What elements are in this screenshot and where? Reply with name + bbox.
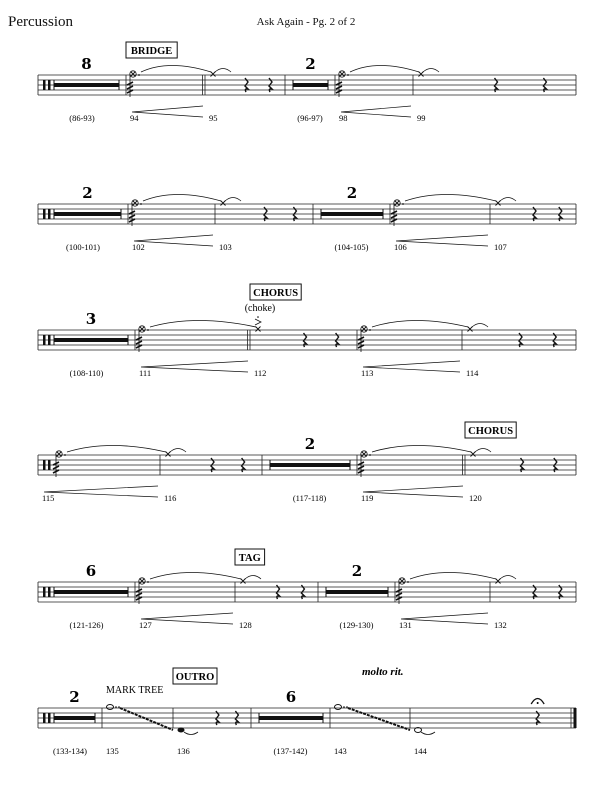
x-notehead-icon: [496, 579, 501, 584]
crash-notehead-icon: [133, 201, 138, 206]
tie: [67, 446, 166, 453]
multimeasure-rest: [54, 212, 121, 216]
percussion-clef-icon: [48, 80, 51, 90]
tie: [472, 324, 488, 328]
measure-number: 106: [394, 242, 407, 252]
half-note-icon: [335, 705, 342, 710]
multimeasure-rest: [259, 716, 323, 720]
measure-number: (137-142): [273, 746, 308, 756]
dot: [115, 706, 117, 708]
crescendo-hairpin: [401, 613, 488, 624]
multimeasure-rest: [321, 212, 383, 216]
multimeasure-rest: [293, 83, 328, 87]
crash-notehead-icon: [140, 327, 145, 332]
rehearsal-mark: CHORUS: [253, 288, 299, 299]
measure-number: 113: [361, 368, 374, 378]
percussion-clef-icon: [43, 335, 46, 345]
multirest-count: 2: [305, 55, 316, 73]
measure-number: (86-93): [69, 113, 95, 123]
part-name: Percussion: [8, 14, 73, 30]
glissando-line: [348, 708, 410, 730]
page-title: Ask Again - Pg. 2 of 2: [256, 16, 356, 28]
crescendo-hairpin: [396, 235, 488, 246]
x-notehead-icon: [419, 72, 424, 77]
dot: [118, 706, 120, 708]
dot: [64, 454, 66, 456]
percussion-clef-icon: [43, 713, 46, 723]
crash-notehead-icon: [340, 72, 345, 77]
tie: [475, 449, 491, 453]
rehearsal-mark: OUTRO: [175, 672, 215, 683]
measure-number: 120: [469, 493, 482, 503]
measure-number: 131: [399, 620, 412, 630]
dot: [147, 581, 149, 583]
measure-number: (100-101): [66, 242, 100, 252]
tie: [500, 576, 516, 580]
percussion-clef-icon: [48, 209, 51, 219]
measure-number: 144: [414, 746, 427, 756]
multirest-count: 3: [85, 310, 97, 328]
rehearsal-mark: BRIDGE: [130, 46, 173, 57]
rehearsal-mark: TAG: [238, 553, 261, 564]
crescendo-hairpin: [363, 361, 460, 372]
dot: [147, 329, 149, 331]
tie: [500, 198, 516, 202]
measure-number: (121-126): [69, 620, 104, 630]
tie: [350, 66, 419, 73]
staccato-dot: [257, 316, 259, 318]
tie: [372, 446, 471, 453]
percussion-clef-icon: [48, 460, 51, 470]
x-notehead-icon: [471, 452, 476, 457]
tie: [225, 198, 241, 202]
x-notehead-icon: [211, 72, 216, 77]
crescendo-hairpin: [132, 106, 203, 117]
measure-number: (108-110): [69, 368, 104, 378]
multimeasure-rest: [326, 590, 388, 594]
x-notehead-icon: [221, 201, 226, 206]
measure-number: 119: [361, 493, 374, 503]
measure-number: (96-97): [297, 113, 323, 123]
expression-text: (choke): [244, 303, 276, 314]
crash-notehead-icon: [400, 579, 405, 584]
quarter-note-icon: [178, 728, 185, 733]
crash-notehead-icon: [131, 72, 136, 77]
multirest-count: 2: [351, 562, 363, 580]
tie: [184, 732, 198, 735]
crescendo-hairpin: [44, 486, 158, 497]
percussion-clef-icon: [48, 713, 51, 723]
crash-notehead-icon: [395, 201, 400, 206]
multirest-count: 2: [82, 184, 93, 202]
measure-number: 127: [139, 620, 152, 630]
measure-number: 143: [334, 746, 347, 756]
x-notehead-icon: [496, 201, 501, 206]
measure-number: 95: [209, 113, 218, 123]
crescendo-hairpin: [141, 613, 233, 624]
measure-number: (133-134): [53, 746, 87, 756]
x-notehead-icon: [468, 327, 473, 332]
measure-number: 112: [254, 368, 267, 378]
multirest-count: 6: [285, 688, 297, 706]
tie: [215, 69, 231, 73]
measure-number: 99: [417, 113, 426, 123]
measure-number: (117-118): [292, 493, 327, 503]
measure-number: 135: [106, 746, 119, 756]
multirest-count: 2: [304, 435, 316, 453]
tie: [143, 195, 221, 202]
crash-notehead-icon: [362, 452, 367, 457]
crash-notehead-icon: [57, 452, 62, 457]
multirest-count: 2: [69, 688, 80, 706]
tempo-marking: molto rit.: [362, 666, 404, 678]
dot: [369, 454, 371, 456]
measure-number: 116: [164, 493, 177, 503]
multimeasure-rest: [54, 716, 95, 720]
measure-number: 94: [130, 113, 139, 123]
multirest-count: 8: [81, 55, 92, 73]
measure-number: 111: [139, 368, 152, 378]
tie: [372, 321, 468, 328]
dot: [347, 74, 349, 76]
multimeasure-rest: [54, 590, 128, 594]
multirest-count: 2: [346, 184, 358, 202]
dot: [402, 203, 404, 205]
crescendo-hairpin: [141, 361, 248, 372]
dot: [346, 706, 348, 708]
tie: [150, 573, 241, 580]
dot: [407, 581, 409, 583]
dot: [140, 203, 142, 205]
multimeasure-rest: [54, 338, 128, 342]
final-barline: [574, 708, 577, 728]
dot: [138, 74, 140, 76]
measure-number: 107: [494, 242, 507, 252]
tie: [150, 321, 256, 328]
measure-number: 103: [219, 242, 232, 252]
percussion-clef-icon: [43, 209, 46, 219]
percussion-clef-icon: [43, 587, 46, 597]
measure-number: 98: [339, 113, 348, 123]
tie: [421, 732, 435, 735]
measure-number: 136: [177, 746, 190, 756]
glissando-line: [120, 708, 173, 730]
tie: [141, 66, 211, 73]
tie: [423, 69, 439, 73]
multimeasure-rest: [54, 83, 119, 87]
measure-number: 115: [42, 493, 55, 503]
multirest-count: 6: [85, 562, 97, 580]
measure-number: (129-130): [339, 620, 374, 630]
crescendo-hairpin: [134, 235, 213, 246]
fermata-dot: [537, 702, 539, 704]
expression-text: MARK TREE: [106, 685, 164, 696]
percussion-clef-icon: [48, 587, 51, 597]
tie: [245, 576, 261, 580]
x-notehead-icon: [241, 579, 246, 584]
tie: [170, 449, 186, 453]
x-notehead-icon: [166, 452, 171, 457]
accent-icon: [255, 319, 261, 325]
percussion-clef-icon: [48, 335, 51, 345]
crash-notehead-icon: [140, 579, 145, 584]
measure-number: 128: [239, 620, 252, 630]
crescendo-hairpin: [363, 486, 463, 497]
crescendo-hairpin: [341, 106, 411, 117]
tie: [410, 573, 496, 580]
tie: [405, 195, 496, 202]
measure-number: 132: [494, 620, 507, 630]
measure-number: 114: [466, 368, 479, 378]
dot: [369, 329, 371, 331]
percussion-clef-icon: [43, 80, 46, 90]
dot: [343, 706, 345, 708]
measure-number: (104-105): [334, 242, 369, 252]
measure-number: 102: [132, 242, 145, 252]
multimeasure-rest: [270, 463, 350, 467]
percussion-clef-icon: [43, 460, 46, 470]
crash-notehead-icon: [362, 327, 367, 332]
half-note-icon: [107, 705, 114, 710]
rehearsal-mark: CHORUS: [468, 426, 514, 437]
x-notehead-icon: [256, 327, 261, 332]
